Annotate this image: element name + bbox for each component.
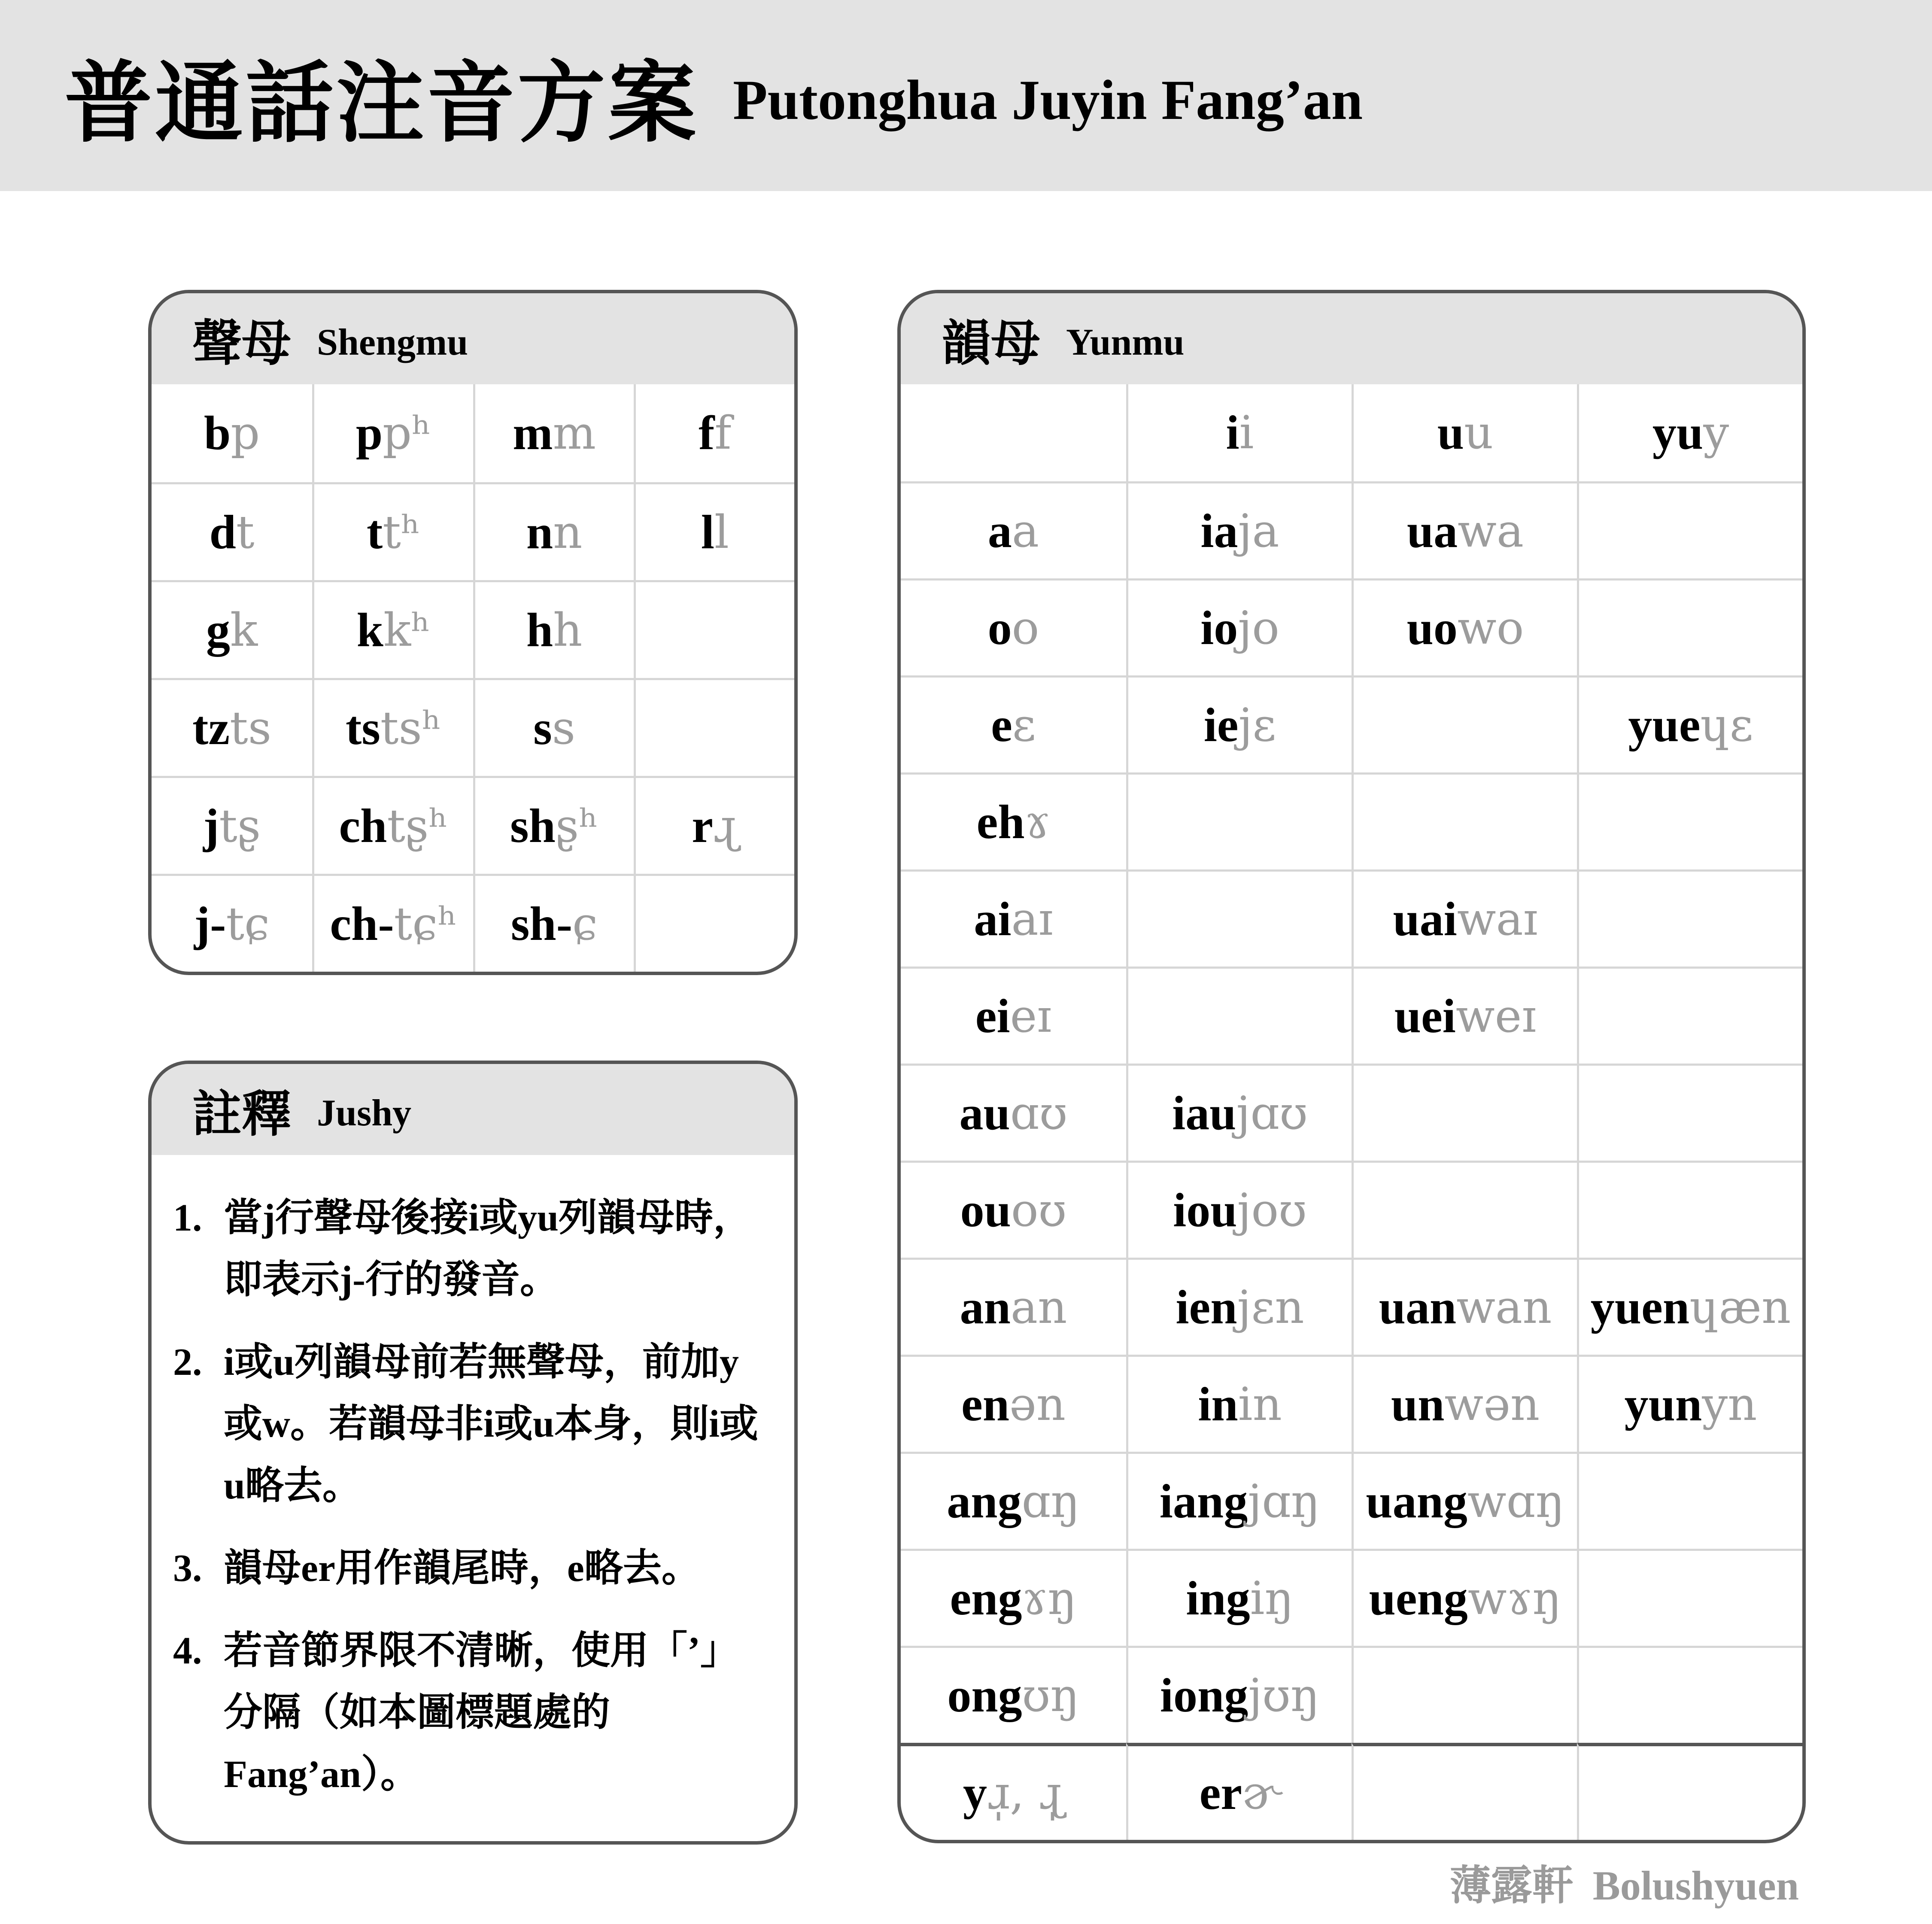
yunmu-cell (901, 967, 1126, 1064)
romanization-text: iau (1172, 1086, 1236, 1140)
yunmu-cell (1577, 384, 1802, 481)
romanization-text: eng (950, 1571, 1022, 1625)
ipa-text: ɤ (1024, 795, 1051, 848)
note-text: i或u列韻母前若無聲母，前加y或w。若韻母非i或u本身，則i或u略去。 (224, 1341, 759, 1507)
yunmu-cell (901, 1452, 1126, 1549)
ipa-text: jɑŋ (1248, 1474, 1321, 1528)
yunmu-title-chinese: 韻母 (942, 316, 1041, 371)
yunmu-cell (1352, 1258, 1577, 1355)
yunmu-cell (1352, 384, 1577, 481)
ipa-text: wɑŋ (1467, 1474, 1565, 1528)
romanization-text: n (526, 505, 553, 559)
ipa-text: ɤŋ (1022, 1571, 1077, 1625)
romanization-text: f (699, 407, 715, 460)
romanization-text: j (203, 799, 219, 853)
note-text: 若音節界限不清晰，使用「’」分隔（如本圖標題處的Fang’an）。 (224, 1629, 739, 1796)
notes-card (148, 1061, 798, 1845)
yunmu-table (901, 384, 1802, 1840)
yunmu-cell (1577, 675, 1802, 772)
note-number: 4. (173, 1629, 202, 1672)
shengmu-cell (634, 776, 794, 874)
note-text: 當j行聲母後接i或yu列韻母時，即表示j-行的發音。 (224, 1197, 752, 1301)
romanization-text: l (701, 505, 714, 559)
romanization-text: p (355, 407, 383, 460)
note-number: 1. (173, 1197, 202, 1239)
ipa-text: tʂʰ (387, 799, 449, 852)
shengmu-cell (312, 678, 473, 776)
ipa-text: s (552, 701, 576, 754)
page-header-band (0, 0, 1932, 191)
yunmu-cell (1577, 1064, 1802, 1161)
romanization-text: ch- (330, 897, 394, 951)
ipa-text: ɚ (1242, 1766, 1281, 1819)
yunmu-cell (901, 384, 1126, 481)
shengmu-title-chinese: 聲母 (192, 316, 292, 371)
romanization-text: iou (1173, 1183, 1237, 1237)
romanization-text: j- (194, 897, 226, 951)
yunmu-cell (1577, 1258, 1802, 1355)
yunmu-cell (1577, 1743, 1802, 1840)
yunmu-card (897, 290, 1806, 1843)
romanization-text: iong (1160, 1669, 1249, 1722)
ipa-text: ʊŋ (1022, 1669, 1080, 1722)
yunmu-cell (901, 1258, 1126, 1355)
romanization-text: yuen (1590, 1280, 1690, 1334)
romanization-text: ueng (1369, 1571, 1468, 1625)
romanization-text: ou (960, 1183, 1011, 1237)
ipa-text: jɑʊ (1236, 1086, 1308, 1140)
yunmu-cell (1352, 1452, 1577, 1549)
yunmu-cell (901, 1646, 1126, 1743)
yunmu-cell (1577, 772, 1802, 869)
ipa-text: o (1012, 601, 1039, 654)
yunmu-cell (901, 1743, 1126, 1840)
romanization-text: ia (1200, 504, 1238, 558)
yunmu-cell (901, 1549, 1126, 1646)
shengmu-cell (473, 678, 634, 776)
romanization-text: un (1391, 1377, 1445, 1431)
romanization-text: ing (1186, 1571, 1250, 1625)
shengmu-cell (152, 874, 312, 972)
yunmu-cell (1352, 1549, 1577, 1646)
ipa-text: ən (1009, 1377, 1066, 1431)
note-text: 韻母er用作韻尾時，e略去。 (224, 1547, 700, 1590)
shengmu-cell (634, 384, 794, 482)
yunmu-cell (1577, 1355, 1802, 1452)
romanization-text: yue (1628, 698, 1701, 752)
yunmu-cell (1126, 578, 1352, 675)
yunmu-cell (1126, 967, 1352, 1064)
romanization-text: a (987, 504, 1012, 558)
ipa-text: an (1010, 1280, 1067, 1334)
yunmu-cell (1577, 481, 1802, 578)
romanization-text: k (356, 603, 383, 657)
ipa-text: wa (1458, 504, 1524, 557)
shengmu-card (148, 290, 798, 975)
yunmu-cell (1126, 1355, 1352, 1452)
ipa-text: ɛ (1012, 698, 1036, 751)
shengmu-cell (473, 384, 634, 482)
ipa-text: p (231, 407, 260, 459)
ipa-text: n (553, 505, 583, 559)
ipa-text: ɥæn (1689, 1280, 1791, 1334)
yunmu-cell (1126, 675, 1352, 772)
ipa-text: jʊŋ (1248, 1669, 1320, 1722)
yunmu-cell (1577, 578, 1802, 675)
romanization-text: t (366, 505, 383, 559)
romanization-text: uai (1393, 892, 1457, 946)
shengmu-cell (473, 482, 634, 580)
attribution (1450, 1853, 1799, 1912)
page-title-romanized: Putonghua Juyin Fang’an (733, 68, 1363, 131)
romanization-text: eh (976, 795, 1025, 849)
yunmu-cell (1126, 772, 1352, 869)
ipa-text: tsʰ (380, 701, 442, 754)
ipa-text: ja (1238, 504, 1279, 557)
ipa-text: l (714, 505, 729, 559)
romanization-text: ang (947, 1474, 1022, 1528)
ipa-text: jɛ (1238, 698, 1276, 751)
ipa-text: aɪ (1011, 892, 1053, 945)
shengmu-cell (473, 580, 634, 678)
romanization-text: ch (339, 799, 387, 853)
yunmu-cell (1126, 1549, 1352, 1646)
shengmu-cell (152, 580, 312, 678)
romanization-text: er (1199, 1766, 1242, 1820)
ipa-text: h (553, 603, 583, 657)
shengmu-cell (152, 384, 312, 482)
yunmu-cell (1352, 967, 1577, 1064)
yunmu-cell (901, 481, 1126, 578)
romanization-text: ien (1176, 1280, 1237, 1334)
ipa-text: ʂʰ (555, 799, 599, 852)
yunmu-card-header (901, 293, 1802, 384)
yunmu-cell (1126, 384, 1352, 481)
shengmu-cell (634, 678, 794, 776)
romanization-text: ts (346, 701, 380, 755)
romanization-text: iang (1159, 1474, 1248, 1528)
ipa-text: wo (1457, 601, 1524, 654)
yunmu-title-romanized: Yunmu (1066, 321, 1185, 363)
romanization-text: in (1198, 1377, 1238, 1431)
ipa-text: joʊ (1237, 1183, 1307, 1237)
ipa-text: y (1703, 406, 1729, 459)
shengmu-cell (312, 776, 473, 874)
yunmu-cell (1352, 675, 1577, 772)
ipa-text: ts (230, 701, 272, 754)
yunmu-cell (1126, 1452, 1352, 1549)
ipa-text: ɥɛ (1700, 698, 1753, 751)
romanization-text: e (991, 698, 1012, 752)
ipa-text: jo (1238, 601, 1279, 654)
shengmu-table (152, 384, 794, 972)
yunmu-cell (901, 772, 1126, 869)
yunmu-cell (1352, 1355, 1577, 1452)
note-item (173, 1620, 764, 1805)
yunmu-cell (901, 675, 1126, 772)
shengmu-cell (312, 384, 473, 482)
notes-title-romanized: Jushy (317, 1092, 412, 1134)
ipa-text: ɑʊ (1010, 1086, 1068, 1140)
romanization-text: au (959, 1086, 1010, 1140)
ipa-text: waɪ (1457, 892, 1538, 945)
romanization-text: ua (1406, 504, 1458, 558)
yunmu-cell (901, 1355, 1126, 1452)
yunmu-cell (901, 1161, 1126, 1258)
ipa-text: kʰ (383, 603, 431, 657)
ipa-text: m (553, 407, 596, 459)
romanization-text: yu (1652, 406, 1704, 459)
yunmu-cell (901, 869, 1126, 967)
yunmu-cell (1352, 869, 1577, 967)
yunmu-cell (1126, 1646, 1352, 1743)
romanization-text: yun (1624, 1377, 1702, 1431)
romanization-text: o (987, 601, 1012, 655)
yunmu-cell (901, 1064, 1126, 1161)
romanization-text: m (513, 407, 553, 460)
ipa-text: yn (1702, 1377, 1757, 1431)
shengmu-cell (473, 874, 634, 972)
romanization-text: s (533, 701, 552, 755)
shengmu-card-header (152, 293, 794, 384)
shengmu-cell (634, 580, 794, 678)
yunmu-cell (1352, 1064, 1577, 1161)
yunmu-cell (1126, 1064, 1352, 1161)
romanization-text: i (1226, 406, 1239, 459)
yunmu-cell (1352, 1161, 1577, 1258)
yunmu-cell (1577, 1549, 1802, 1646)
note-item (173, 1331, 764, 1517)
romanization-text: u (1437, 406, 1464, 459)
yunmu-cell (1352, 1646, 1577, 1743)
romanization-text: r (692, 799, 714, 853)
romanization-text: uang (1366, 1474, 1467, 1528)
note-item (173, 1538, 764, 1599)
romanization-text: b (204, 407, 231, 460)
attribution-romanized: Bolushyuen (1592, 1863, 1799, 1909)
yunmu-cell (1577, 1646, 1802, 1743)
ipa-text: ɹ̩, ɻ̩ (987, 1766, 1064, 1819)
ipa-text: i (1239, 406, 1254, 459)
notes-list (152, 1155, 794, 1843)
romanization-text: en (961, 1377, 1009, 1431)
shengmu-cell (152, 678, 312, 776)
shengmu-cell (634, 874, 794, 972)
shengmu-cell (312, 874, 473, 972)
romanization-text: uo (1406, 601, 1458, 655)
ipa-text: tɕʰ (394, 897, 458, 950)
ipa-text: k (230, 603, 258, 657)
yunmu-cell (1577, 967, 1802, 1064)
ipa-text: wan (1456, 1280, 1552, 1334)
shengmu-cell (312, 580, 473, 678)
ipa-text: oʊ (1011, 1183, 1067, 1237)
yunmu-cell (1352, 481, 1577, 578)
attribution-chinese: 薄露軒 (1449, 1863, 1574, 1909)
romanization-text: sh (510, 799, 556, 853)
romanization-text: tz (192, 701, 230, 755)
ipa-text: tʰ (383, 505, 421, 559)
ipa-text: ɑŋ (1021, 1474, 1080, 1528)
shengmu-cell (312, 482, 473, 580)
ipa-text: in (1238, 1377, 1282, 1431)
ipa-text: f (714, 407, 732, 459)
ipa-text: tʂ (219, 799, 261, 852)
yunmu-cell (901, 578, 1126, 675)
yunmu-cell (1126, 869, 1352, 967)
note-item (173, 1187, 764, 1311)
yunmu-cell (1126, 1258, 1352, 1355)
ipa-text: iŋ (1250, 1571, 1294, 1625)
romanization-text: ei (975, 989, 1010, 1043)
shengmu-cell (473, 776, 634, 874)
shengmu-cell (152, 776, 312, 874)
yunmu-cell (1352, 578, 1577, 675)
romanization-text: ie (1203, 698, 1239, 752)
notes-card-header (152, 1064, 794, 1155)
ipa-text: pʰ (383, 407, 431, 459)
romanization-text: ai (974, 892, 1012, 946)
ipa-text: wən (1444, 1377, 1540, 1431)
romanization-text: sh- (510, 897, 573, 951)
yunmu-cell (1126, 1743, 1352, 1840)
romanization-text: h (526, 603, 553, 657)
romanization-text: an (960, 1280, 1011, 1334)
page-title-chinese: 普通話注音方案 (64, 55, 699, 153)
note-number: 3. (173, 1547, 202, 1590)
romanization-text: g (206, 603, 230, 657)
ipa-text: ɕ (572, 897, 598, 950)
ipa-text: eɪ (1010, 989, 1052, 1043)
yunmu-cell (1126, 481, 1352, 578)
yunmu-cell (1352, 1743, 1577, 1840)
yunmu-cell (1352, 772, 1577, 869)
romanization-text: d (209, 505, 236, 559)
romanization-text: y (963, 1766, 987, 1820)
romanization-text: io (1200, 601, 1238, 655)
ipa-text: tɕ (226, 897, 270, 950)
notes-title-chinese: 註釋 (192, 1087, 292, 1142)
ipa-text: ɻ (713, 799, 738, 852)
shengmu-cell (634, 482, 794, 580)
ipa-text: weɪ (1455, 989, 1537, 1043)
ipa-text: t (236, 505, 255, 559)
romanization-text: uei (1394, 989, 1456, 1043)
ipa-text: jɛn (1237, 1280, 1304, 1334)
yunmu-cell (1126, 1161, 1352, 1258)
romanization-text: ong (947, 1669, 1022, 1722)
shengmu-title-romanized: Shengmu (317, 321, 468, 363)
romanization-text: uan (1379, 1280, 1457, 1334)
ipa-text: a (1012, 504, 1039, 557)
note-number: 2. (173, 1341, 202, 1383)
yunmu-cell (1577, 1452, 1802, 1549)
yunmu-cell (1577, 869, 1802, 967)
ipa-text: u (1464, 406, 1494, 459)
ipa-text: wɤŋ (1467, 1571, 1562, 1625)
yunmu-cell (1577, 1161, 1802, 1258)
shengmu-cell (152, 482, 312, 580)
